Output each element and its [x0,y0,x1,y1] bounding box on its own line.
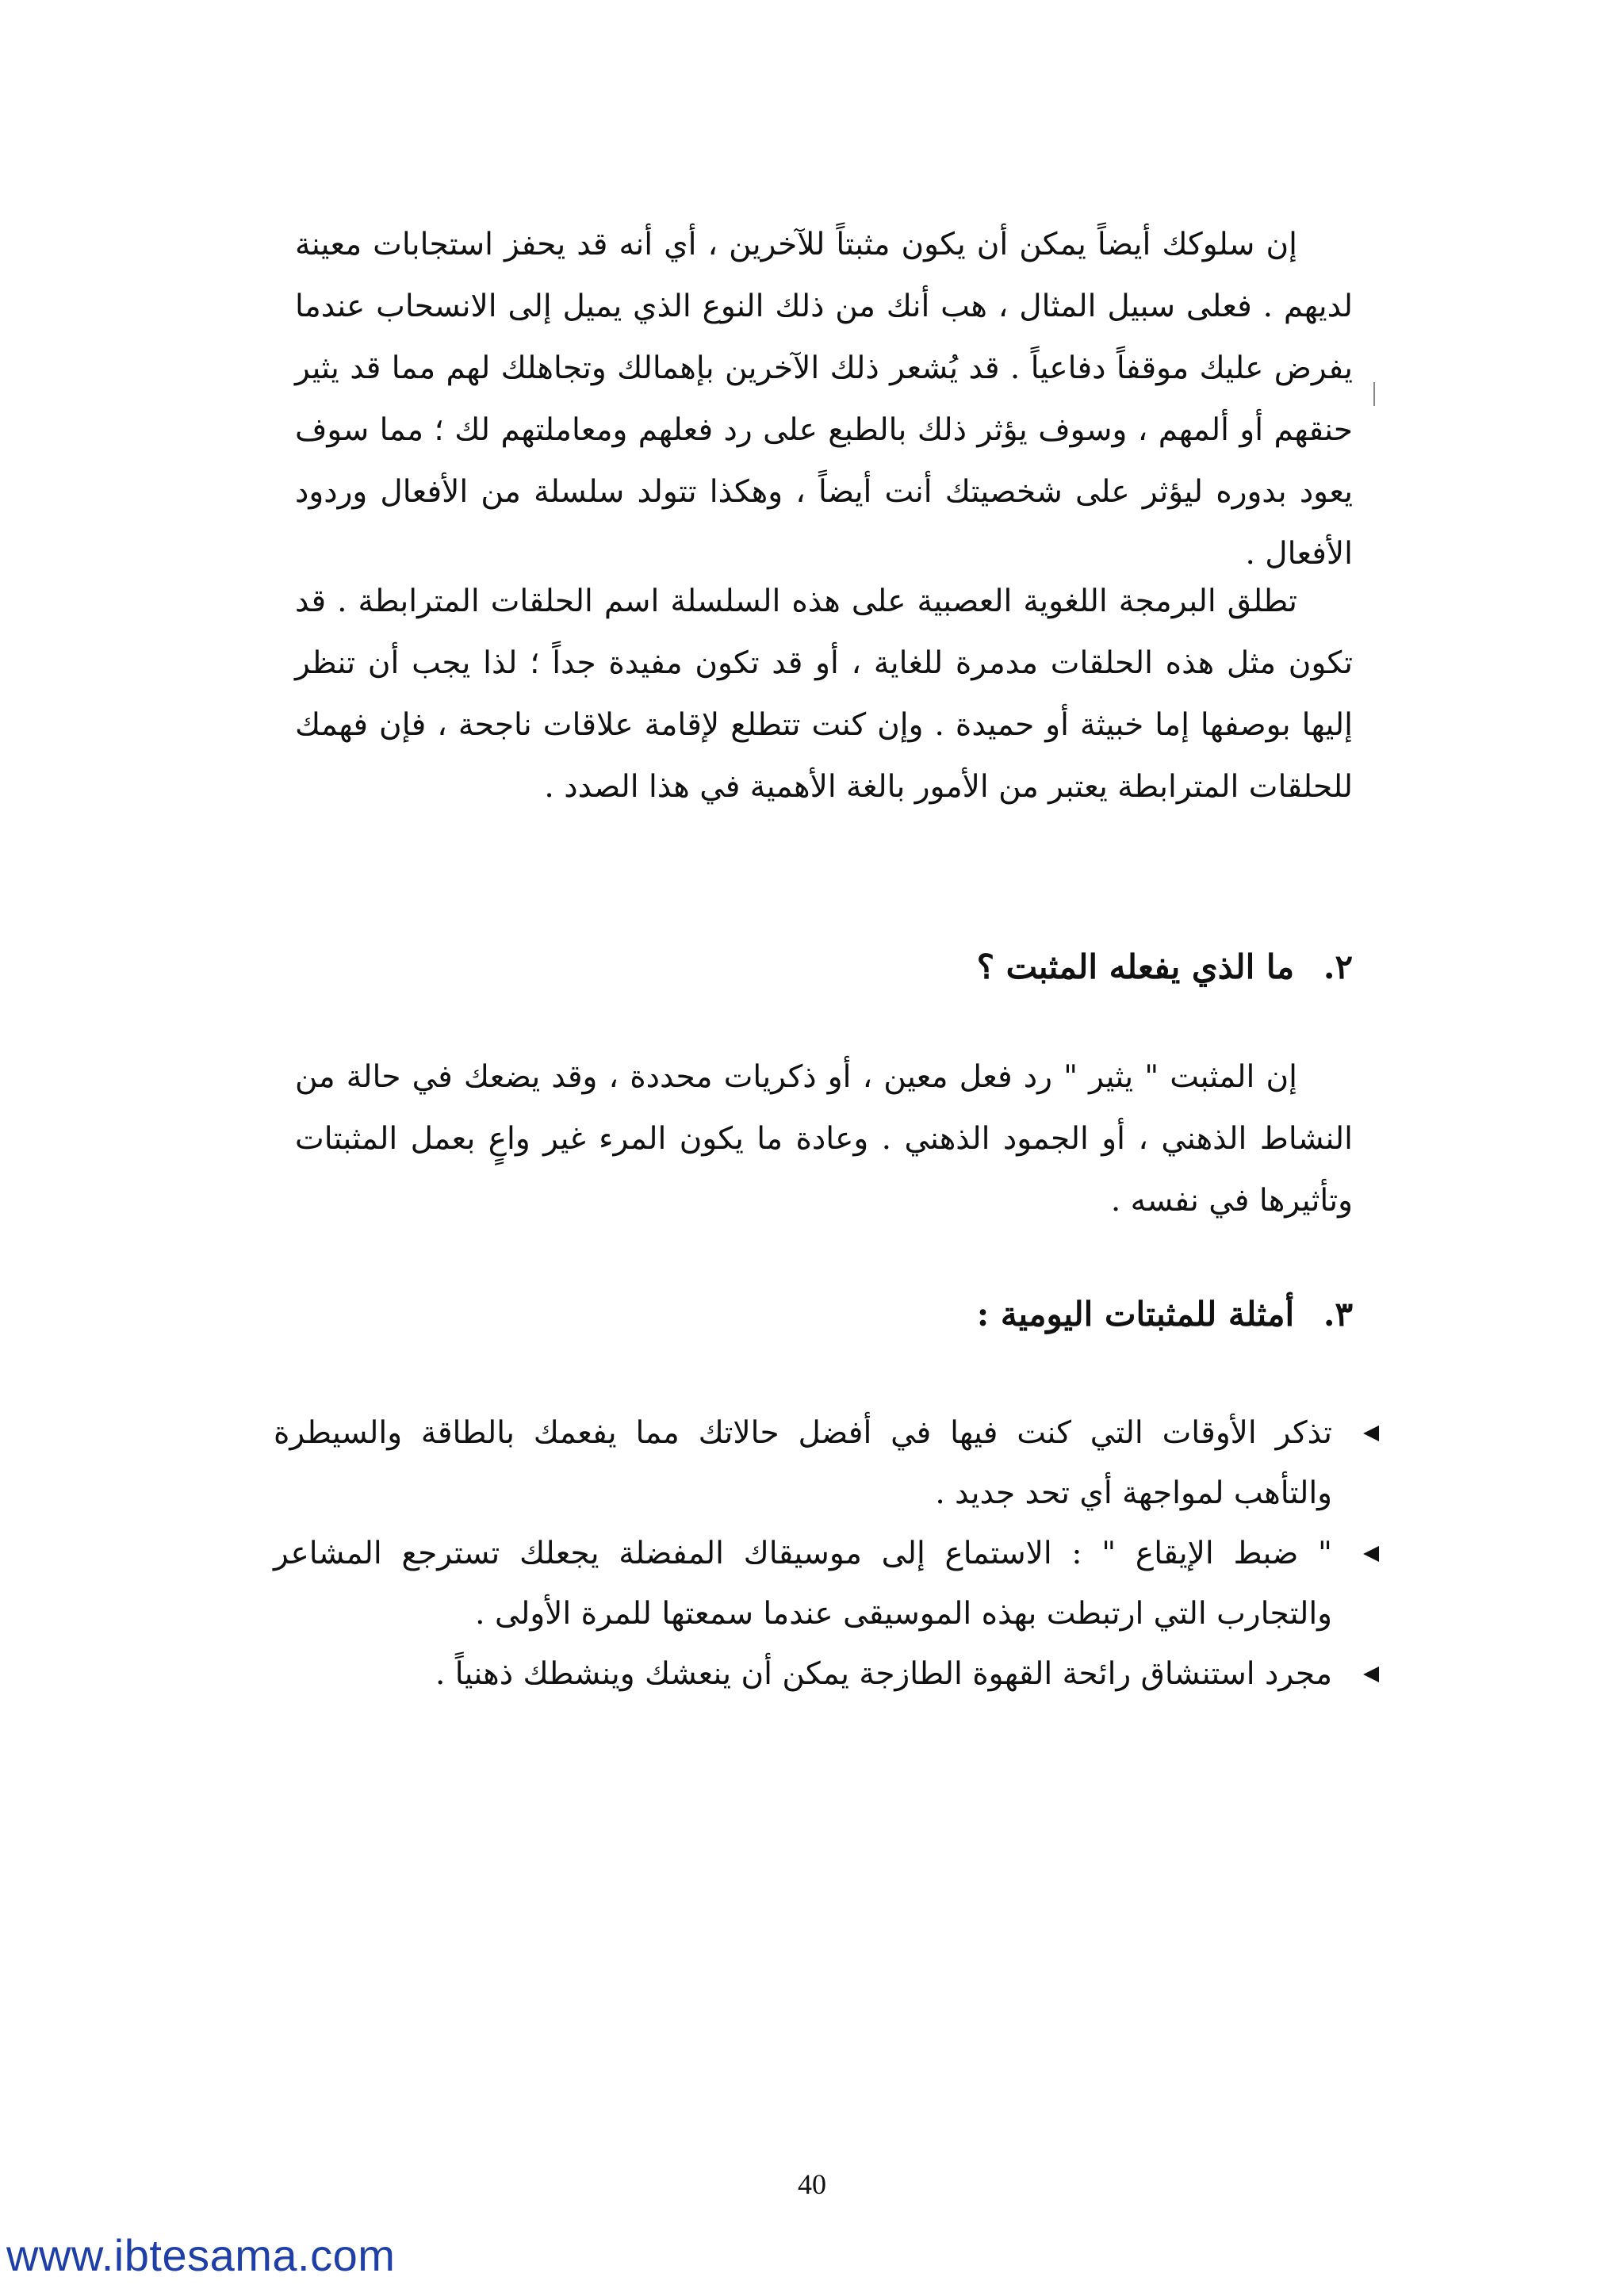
paragraph-2: تطلق البرمجة اللغوية العصبية على هذه السلسلة اسم الحلقات المترابطة . قد تكون مثل هذه الحلقات مدمرة للغاية ، أو قد تكون مفيدة جداً ؛ لذا يجب أن تنظر إليها بوصفها إما خبيثة أو حميدة . وإن كنت تتطلع لإقامة علاقات ناجحة ، فإن فهمك للحلقات المترابطة يعتبر من الأمور بالغة الأهمية في هذا الصدد . [295,584,1353,805]
triangle-left-icon [1359,1403,1383,1464]
margin-mark [1373,382,1375,406]
page-number: 40 [798,2168,826,2200]
examples-list [274,1403,1332,1705]
paragraph-1: إن سلوكك أيضاً يمكن أن يكون مثبتاً للآخرين ، أي أنه قد يحفز استجابات معينة لديهم . فعلى سبيل المثال ، هب أنك من ذلك النوع الذي يميل إلى الانسحاب عندما يفرض عليك موقفاً دفاعياً . قد يُشعر ذلك الآخرين بإهمالك وتجاهلك لهم مما قد يثير حنقهم أو ألمهم ، وسوف يؤثر ذلك بالطبع على رد فعلهم ومعاملتهم لك ؛ مما سوف يعود بدوره ليؤثر على شخصيتك أنت أيضاً ، وهكذا تتولد سلسلة من الأفعال وردود الأفعال . [295,227,1353,572]
list-item [274,1403,1332,1524]
section-number-2: ٢. [1323,947,1353,986]
section-heading-2 [295,943,1353,991]
section-title-2: ما الذي يفعله المثبت ؟ [976,947,1295,986]
section-number-3: ٣. [1323,1295,1353,1334]
section-heading-3 [295,1291,1353,1338]
triangle-left-icon [1359,1644,1383,1705]
list-item [274,1524,1332,1644]
list-item-text: مجرد استنشاق رائحة القهوة الطازجة يمكن أن ينعشك وينشطك ذهنياً . [435,1656,1332,1692]
list-item [274,1644,1332,1705]
list-item-text: " ضبط الإيقاع " : الاستماع إلى موسيقاك المفضلة يجعلك تسترجع المشاعر والتجارب التي ارتبطت بهذه الموسيقى عندما سمعتها للمرة الأولى . [274,1536,1332,1632]
paragraph-3: إن المثبت " يثير " رد فعل معين ، أو ذكريات محددة ، وقد يضعك في حالة من النشاط الذهني ، أو الجمود الذهني . وعادة ما يكون المرء غير واعٍ بعمل المثبتات وتأثيرها في نفسه . [295,1059,1353,1219]
triangle-left-icon [1359,1524,1383,1584]
section-title-3: أمثلة للمثبتات اليومية : [976,1295,1295,1334]
watermark-link[interactable]: www.ibtesama.com [6,2230,396,2280]
list-item-text: تذكر الأوقات التي كنت فيها في أفضل حالاتك مما يفعمك بالطاقة والسيطرة والتأهب لمواجهة أي تحد جديد . [274,1415,1332,1511]
